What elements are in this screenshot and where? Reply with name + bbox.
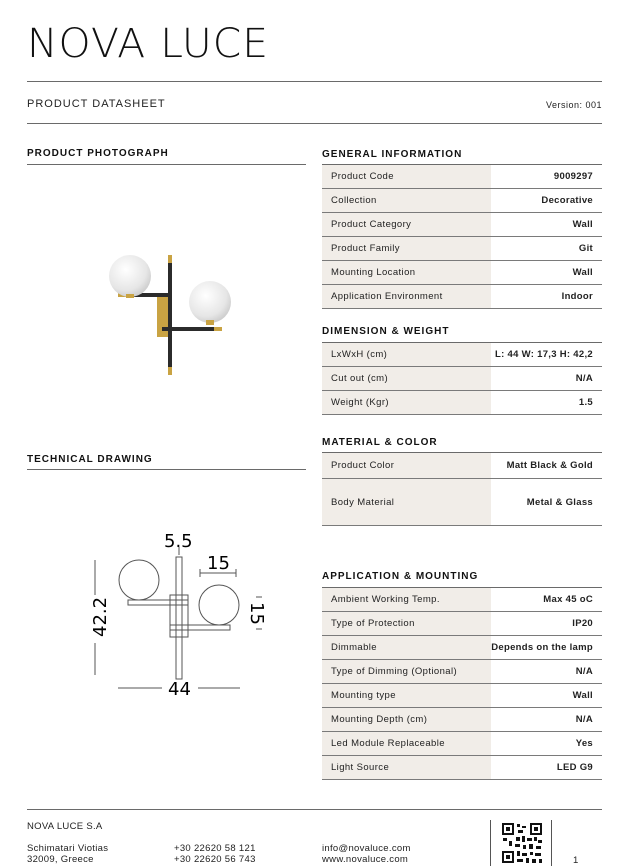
row-label: Collection xyxy=(322,189,491,212)
qr-divider-left xyxy=(490,820,491,866)
section-title-general: GENERAL INFORMATION xyxy=(322,149,463,160)
row-label: Weight (Kgr) xyxy=(322,391,491,414)
drawing-section-rule xyxy=(27,469,306,470)
row-label: Product Code xyxy=(322,165,491,188)
footer-address-line2: 32009, Greece xyxy=(27,854,94,865)
general-table xyxy=(322,164,602,309)
row-value: Matt Black & Gold xyxy=(506,460,593,471)
drawing-arm-left xyxy=(128,600,188,605)
photo-vertical-rod xyxy=(168,255,172,375)
row-value: LED G9 xyxy=(556,762,593,773)
photo-globe-left xyxy=(109,255,151,297)
row-label: Product Family xyxy=(322,237,491,260)
table-row xyxy=(322,261,602,285)
photo-globe-right xyxy=(189,281,231,323)
table-row xyxy=(322,708,602,732)
row-value: Metal & Glass xyxy=(526,496,593,508)
table-row xyxy=(322,660,602,684)
table-row xyxy=(322,612,602,636)
row-value: 1.5 xyxy=(578,397,593,408)
row-value: L: 44 W: 17,3 H: 42,2 xyxy=(495,349,593,360)
row-value: IP20 xyxy=(572,618,593,629)
drawing-globe-right xyxy=(199,585,239,625)
table-row xyxy=(322,165,602,189)
row-value: Decorative xyxy=(541,195,593,206)
photo-arm-right xyxy=(162,327,222,331)
footer-email[interactable]: info@novaluce.com xyxy=(322,843,411,854)
version-label: Version: 001 xyxy=(545,100,602,110)
header-rule-top xyxy=(27,81,602,82)
header-rule-bottom xyxy=(27,123,602,124)
application-table xyxy=(322,587,602,780)
row-label: Light Source xyxy=(322,756,491,779)
footer-website[interactable]: www.novaluce.com xyxy=(322,854,409,865)
drawing-arm-right xyxy=(170,625,230,630)
document-title: PRODUCT DATASHEET xyxy=(27,98,166,110)
row-label: Led Module Replaceable xyxy=(322,732,491,755)
row-value: Wall xyxy=(572,690,593,701)
table-row xyxy=(322,453,602,479)
table-row xyxy=(322,479,602,526)
row-value: N/A xyxy=(575,714,593,725)
technical-drawing xyxy=(80,525,280,705)
qr-code-icon xyxy=(501,822,543,864)
row-label: Cut out (cm) xyxy=(322,367,491,390)
table-row xyxy=(322,732,602,756)
row-label: Mounting Depth (cm) xyxy=(322,708,491,731)
section-title-material: MATERIAL & COLOR xyxy=(322,437,438,448)
table-row xyxy=(322,213,602,237)
product-photo xyxy=(100,245,240,380)
row-value: Yes xyxy=(575,738,593,749)
row-label: Mounting type xyxy=(322,684,491,707)
footer-company: NOVA LUCE S.A xyxy=(27,821,103,832)
section-title-dimension: DIMENSION & WEIGHT xyxy=(322,326,450,337)
table-row xyxy=(322,343,602,367)
row-value: N/A xyxy=(575,373,593,384)
material-table xyxy=(322,452,602,526)
dimension-table xyxy=(322,342,602,415)
footer-address-line1: Schimatari Viotias xyxy=(27,843,109,854)
row-label: Product Color xyxy=(322,453,491,478)
table-row xyxy=(322,588,602,612)
dim-label-height: 42.2 xyxy=(90,596,111,637)
row-value: Wall xyxy=(572,267,593,278)
page-number: 1 xyxy=(573,855,579,866)
row-value: Git xyxy=(578,243,593,254)
dim-label-shade: 15 xyxy=(207,553,230,574)
table-row xyxy=(322,636,602,660)
drawing-globe-left xyxy=(119,560,159,600)
dim-label-top: 5.5 xyxy=(164,531,193,552)
row-value: Depends on the lamp xyxy=(491,642,593,653)
row-value: N/A xyxy=(575,666,593,677)
row-label: Body Material xyxy=(322,479,491,525)
footer-phone1: +30 22620 58 121 xyxy=(174,843,256,854)
row-value: 9009297 xyxy=(553,171,593,182)
drawing-rod xyxy=(176,557,182,679)
row-label: Product Category xyxy=(322,213,491,236)
qr-divider-right xyxy=(551,820,552,866)
row-label: LxWxH (cm) xyxy=(322,343,491,366)
footer-rule xyxy=(27,809,602,810)
row-label: Application Environment xyxy=(322,285,491,308)
row-value: Indoor xyxy=(561,291,593,302)
row-label: Type of Dimming (Optional) xyxy=(322,660,491,683)
table-row xyxy=(322,367,602,391)
table-row xyxy=(322,189,602,213)
table-row xyxy=(322,285,602,309)
table-row xyxy=(322,391,602,415)
section-title-photo: PRODUCT PHOTOGRAPH xyxy=(27,148,169,159)
row-value: Wall xyxy=(572,219,593,230)
row-value: Max 45 oC xyxy=(543,594,593,605)
row-label: Type of Protection xyxy=(322,612,491,635)
row-label: Mounting Location xyxy=(322,261,491,284)
section-title-drawing: TECHNICAL DRAWING xyxy=(27,454,153,465)
photo-section-rule xyxy=(27,164,306,165)
dim-label-width: 44 xyxy=(168,679,191,700)
table-row xyxy=(322,237,602,261)
brand-logo: NOVA LUCE xyxy=(27,21,270,67)
row-label: Ambient Working Temp. xyxy=(322,588,491,611)
table-row xyxy=(322,684,602,708)
drawing-plate xyxy=(170,595,188,637)
dim-label-depth: 15 xyxy=(246,602,267,625)
table-row xyxy=(322,756,602,780)
section-title-application: APPLICATION & MOUNTING xyxy=(322,571,479,582)
footer-phone2: +30 22620 56 743 xyxy=(174,854,256,865)
row-label: Dimmable xyxy=(322,636,491,659)
